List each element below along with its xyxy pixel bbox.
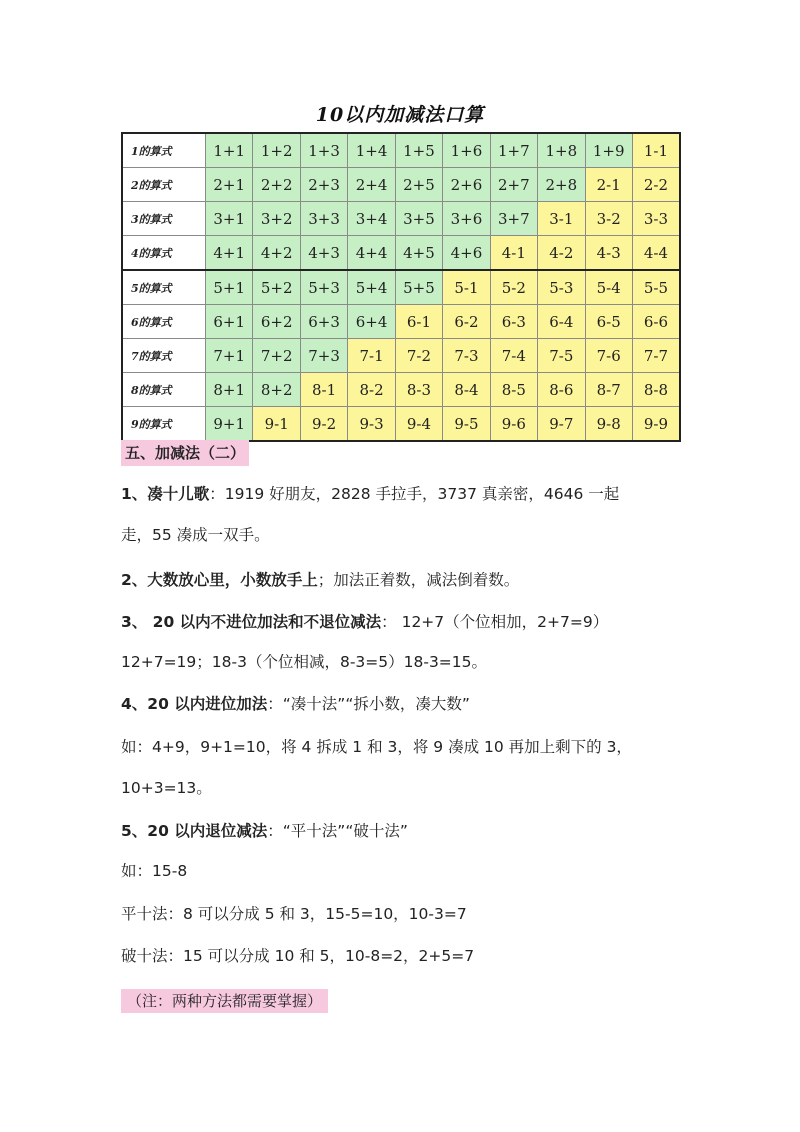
equation-cell: 1+7 — [490, 133, 537, 168]
equation-cell: 8-6 — [538, 373, 585, 407]
equation-cell: 1+1 — [206, 133, 253, 168]
equation-cell: 9-6 — [490, 407, 537, 442]
equation-cell: 2+1 — [206, 168, 253, 202]
table-row — [122, 168, 680, 202]
content-line — [121, 777, 701, 799]
line-heading: 4、20 以内进位加法 — [121, 695, 268, 713]
line-heading: 2、大数放心里，小数放手上 — [121, 571, 318, 589]
equation-cell: 8-3 — [395, 373, 442, 407]
equation-cell: 4-1 — [490, 236, 537, 271]
line-text: ：1919 好朋友，2828 手拉手，3737 真亲密，4646 一起 — [209, 485, 620, 503]
line-text: 12+7=19；18-3（个位相减，8-3=5）18-3=15。 — [121, 653, 488, 671]
equation-cell: 6-5 — [585, 305, 632, 339]
content-line — [121, 903, 701, 925]
row-label: 2的算式 — [122, 168, 206, 202]
content-line — [121, 860, 701, 882]
line-heading: 1、凑十儿歌 — [121, 485, 210, 503]
equation-cell: 6-3 — [490, 305, 537, 339]
equation-cell: 4+3 — [300, 236, 347, 271]
content-line — [121, 569, 701, 591]
line-text: 10+3=13。 — [121, 779, 212, 797]
section-heading: 五、加减法（二） — [121, 440, 249, 466]
table-row — [122, 133, 680, 168]
equation-cell: 2+6 — [443, 168, 490, 202]
equation-cell: 3+2 — [253, 202, 300, 236]
row-label: 8的算式 — [122, 373, 206, 407]
row-label: 4的算式 — [122, 236, 206, 271]
equation-cell: 2+7 — [490, 168, 537, 202]
equation-cell: 8-7 — [585, 373, 632, 407]
equation-cell: 8-4 — [443, 373, 490, 407]
equation-cell: 2+4 — [348, 168, 395, 202]
equation-cell: 1+3 — [300, 133, 347, 168]
line-text: ：“平十法”“破十法” — [267, 822, 408, 840]
table-row — [122, 236, 680, 271]
equation-cell: 8-1 — [300, 373, 347, 407]
equation-cell: 9-9 — [632, 407, 680, 442]
equation-cell: 4-2 — [538, 236, 585, 271]
equation-cell: 9-5 — [443, 407, 490, 442]
equation-cell: 5+3 — [300, 270, 347, 305]
equation-cell: 2-2 — [632, 168, 680, 202]
equation-cell: 9-1 — [253, 407, 300, 442]
equation-cell: 3-1 — [538, 202, 585, 236]
equation-cell: 3+3 — [300, 202, 347, 236]
line-text: 如：15-8 — [121, 862, 188, 880]
equation-cell: 3-3 — [632, 202, 680, 236]
equation-cell: 6+2 — [253, 305, 300, 339]
content-line — [121, 524, 701, 546]
equation-cell: 8+1 — [206, 373, 253, 407]
equation-cell: 3-2 — [585, 202, 632, 236]
equation-cell: 8-8 — [632, 373, 680, 407]
table-row — [122, 305, 680, 339]
equation-cell: 6-6 — [632, 305, 680, 339]
equation-cell: 3+1 — [206, 202, 253, 236]
arithmetic-table — [121, 132, 681, 442]
equation-cell: 7-4 — [490, 339, 537, 373]
equation-cell: 3+6 — [443, 202, 490, 236]
equation-cell: 5-3 — [538, 270, 585, 305]
table-row — [122, 339, 680, 373]
equation-cell: 2-1 — [585, 168, 632, 202]
equation-cell: 4+1 — [206, 236, 253, 271]
line-heading: 5、20 以内退位减法 — [121, 822, 268, 840]
equation-cell: 6-4 — [538, 305, 585, 339]
equation-cell: 6+1 — [206, 305, 253, 339]
line-text: ：“凑十法”“拆小数，凑大数” — [267, 695, 470, 713]
equation-cell: 9-3 — [348, 407, 395, 442]
equation-cell: 6-1 — [395, 305, 442, 339]
line-text: 破十法：15 可以分成 10 和 5，10-8=2，2+5=7 — [121, 947, 475, 965]
row-label: 3的算式 — [122, 202, 206, 236]
equation-cell: 7-7 — [632, 339, 680, 373]
equation-cell: 2+3 — [300, 168, 347, 202]
table-row — [122, 202, 680, 236]
equation-cell: 1+9 — [585, 133, 632, 168]
row-label: 5的算式 — [122, 270, 206, 305]
equation-cell: 2+8 — [538, 168, 585, 202]
equation-cell: 1+8 — [538, 133, 585, 168]
equation-cell: 3+7 — [490, 202, 537, 236]
equation-cell: 9-4 — [395, 407, 442, 442]
row-label: 9的算式 — [122, 407, 206, 442]
content-line — [121, 820, 701, 842]
equation-cell: 1+5 — [395, 133, 442, 168]
line-text: ： 12+7（个位相加，2+7=9） — [381, 613, 609, 631]
equation-cell: 5-4 — [585, 270, 632, 305]
equation-cell: 3+4 — [348, 202, 395, 236]
equation-cell: 1-1 — [632, 133, 680, 168]
equation-cell: 2+2 — [253, 168, 300, 202]
equation-cell: 6-2 — [443, 305, 490, 339]
equation-cell: 6+4 — [348, 305, 395, 339]
equation-cell: 3+5 — [395, 202, 442, 236]
equation-cell: 4+5 — [395, 236, 442, 271]
row-label: 6的算式 — [122, 305, 206, 339]
content-line — [121, 693, 701, 715]
equation-cell: 9-7 — [538, 407, 585, 442]
line-text: ；加法正着数，减法倒着数。 — [317, 571, 520, 589]
equation-cell: 5-2 — [490, 270, 537, 305]
equation-cell: 7-3 — [443, 339, 490, 373]
equation-cell: 4+2 — [253, 236, 300, 271]
equation-cell: 5+2 — [253, 270, 300, 305]
equation-cell: 7-1 — [348, 339, 395, 373]
equation-cell: 7-6 — [585, 339, 632, 373]
equation-cell: 5-1 — [443, 270, 490, 305]
equation-cell: 4-4 — [632, 236, 680, 271]
row-label: 1的算式 — [122, 133, 206, 168]
equation-cell: 9-8 — [585, 407, 632, 442]
equation-cell: 7+3 — [300, 339, 347, 373]
content-line — [121, 483, 701, 505]
line-text: 走，55 凑成一双手。 — [121, 526, 270, 544]
equation-cell: 7-2 — [395, 339, 442, 373]
equation-cell: 5+5 — [395, 270, 442, 305]
equation-cell: 8+2 — [253, 373, 300, 407]
equation-cell: 9-2 — [300, 407, 347, 442]
equation-cell: 5+4 — [348, 270, 395, 305]
note-highlight: （注：两种方法都需要掌握） — [121, 989, 328, 1013]
equation-cell: 1+2 — [253, 133, 300, 168]
equation-cell: 2+5 — [395, 168, 442, 202]
equation-cell: 7-5 — [538, 339, 585, 373]
equation-cell: 1+6 — [443, 133, 490, 168]
table-row — [122, 407, 680, 442]
equation-cell: 7+2 — [253, 339, 300, 373]
content-line — [121, 736, 701, 758]
content-line — [121, 651, 701, 673]
line-text: 平十法：8 可以分成 5 和 3，15-5=10，10-3=7 — [121, 905, 467, 923]
equation-cell: 7+1 — [206, 339, 253, 373]
row-label: 7的算式 — [122, 339, 206, 373]
line-text: 如：4+9，9+1=10，将 4 拆成 1 和 3，将 9 凑成 10 再加上剩下的 3， — [121, 738, 632, 756]
equation-cell: 4+6 — [443, 236, 490, 271]
content-line — [121, 611, 701, 633]
equation-cell: 8-2 — [348, 373, 395, 407]
table-title: 10以内加减法口算 — [315, 104, 485, 126]
equation-cell: 4+4 — [348, 236, 395, 271]
equation-cell: 4-3 — [585, 236, 632, 271]
line-heading: 3、 20 以内不进位加法和不退位减法 — [121, 613, 382, 631]
table-row — [122, 373, 680, 407]
content-line — [121, 945, 701, 967]
equation-cell: 5+1 — [206, 270, 253, 305]
equation-cell: 8-5 — [490, 373, 537, 407]
equation-cell: 6+3 — [300, 305, 347, 339]
equation-cell: 9+1 — [206, 407, 253, 442]
equation-cell: 5-5 — [632, 270, 680, 305]
table-row — [122, 270, 680, 305]
equation-cell: 1+4 — [348, 133, 395, 168]
